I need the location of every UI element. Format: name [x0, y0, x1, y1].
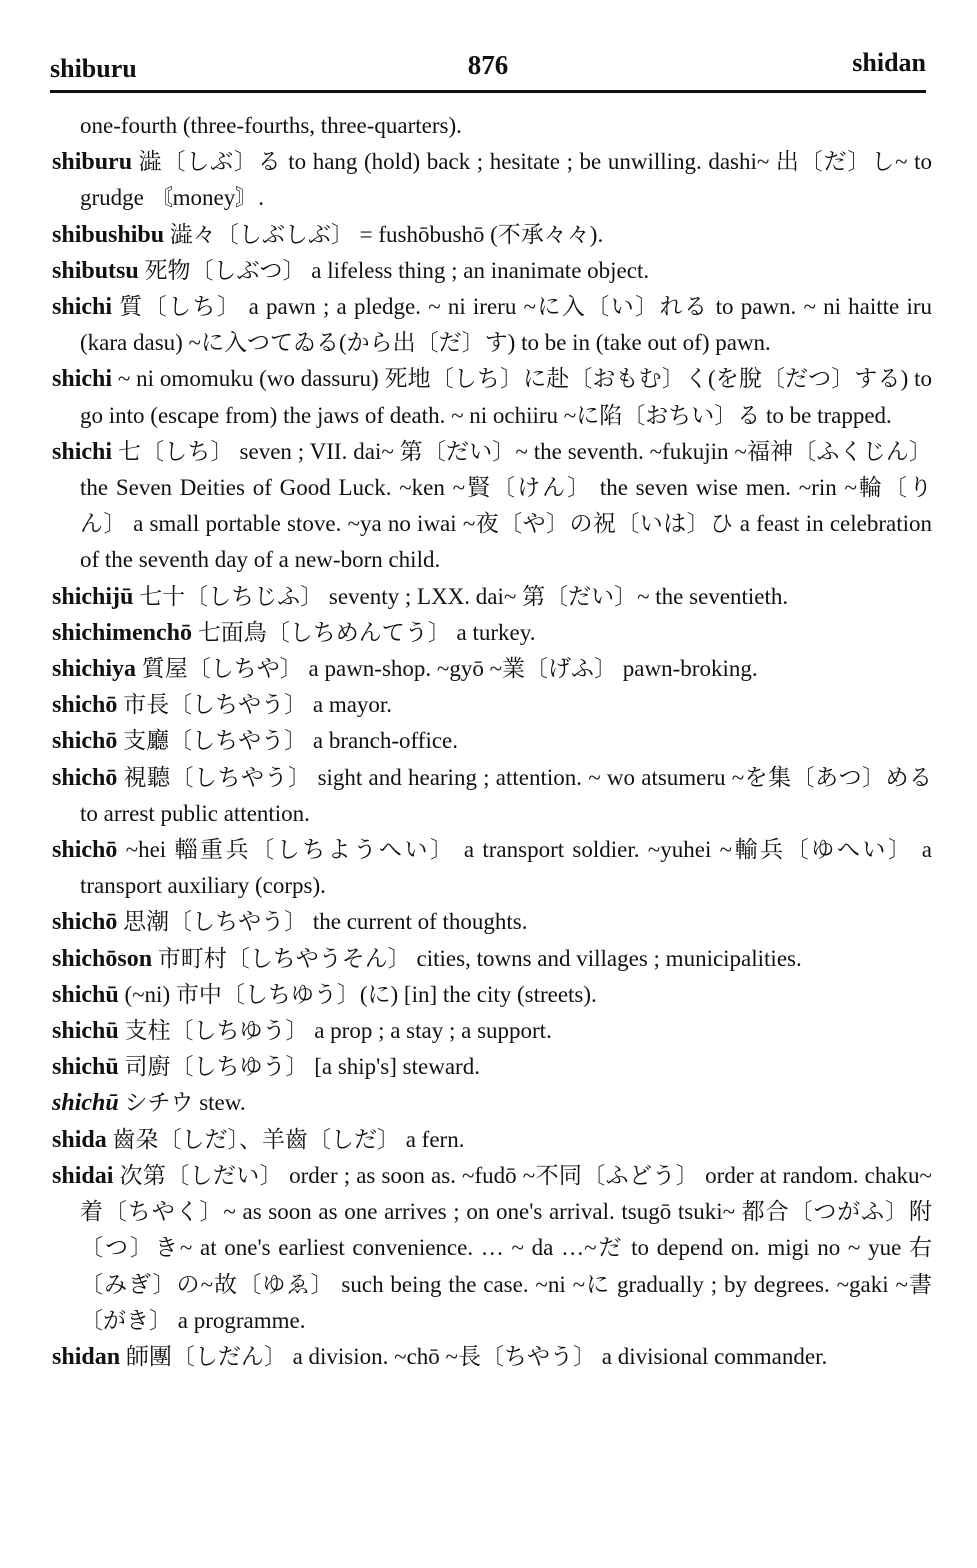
entry-headword: shibutsu — [52, 257, 139, 284]
header-left-guide-word: shiburu — [50, 54, 137, 83]
dictionary-entry — [52, 904, 932, 940]
entry-headword: shichū — [52, 981, 119, 1008]
dictionary-entry — [52, 1339, 932, 1375]
entry-definition: 齒朶〔しだ〕、羊齒〔しだ〕 a fern. — [106, 1126, 465, 1152]
entry-headword: shichū — [52, 1054, 119, 1081]
entry-definition: 司廚〔しちゆう〕 [a ship's] steward. — [118, 1054, 480, 1080]
dictionary-entry — [52, 687, 932, 723]
entry-definition: 死物〔しぶつ〕 a lifeless thing ; an inanimate object. — [138, 257, 650, 283]
entry-definition: 市町村〔しちやうそん〕 cities, towns and villages ; municipalities. — [152, 945, 802, 971]
entry-headword: shichijū — [52, 583, 134, 610]
entry-definition: シチウ stew. — [118, 1090, 246, 1116]
entry-headword: shichō — [52, 837, 118, 864]
entry-definition: 支廳〔しちやう〕 a branch-office. — [117, 728, 459, 754]
dictionary-entry — [52, 723, 932, 759]
dictionary-entry — [52, 289, 932, 361]
dictionary-entry — [52, 977, 932, 1013]
dictionary-entry — [52, 144, 932, 216]
page-number: 876 — [467, 50, 509, 80]
entry-headword: shichō — [52, 728, 118, 755]
dictionary-entry — [52, 832, 932, 904]
dictionary-entry — [52, 760, 932, 832]
entry-headword: shidai — [52, 1162, 114, 1189]
entry-definition: 質〔しち〕 a pawn ; a pledge. ~ ni ireru ~に入〔い〕れる to pawn. ~ ni haitte iru (kara dasu) ~に入つてゐる(から出〔だ〕す) to be in (take out of) pawn. — [80, 294, 932, 356]
entry-headword: shichō — [52, 692, 118, 719]
header-rule — [50, 90, 926, 93]
entry-definition: 市長〔しちやう〕 a mayor. — [117, 692, 393, 718]
dictionary-entry — [52, 1049, 932, 1085]
entry-headword: shibushibu — [52, 221, 165, 248]
entry-definition: ~hei 輜重兵〔しちようへい〕 a transport soldier. ~yuhei ~輸兵〔ゆへい〕 a transport auxiliary (corps). — [80, 837, 932, 899]
entry-headword: shida — [52, 1126, 107, 1153]
entry-headword: shichiya — [52, 656, 137, 683]
entry-definition: 思潮〔しちやう〕 the current of thoughts. — [117, 909, 528, 935]
dictionary-entry — [52, 1158, 932, 1339]
entry-headword: shichi — [52, 294, 113, 321]
entry-definition: 澁々〔しぶしぶ〕 = fushōbushō (不承々々). — [164, 221, 604, 247]
header-right-guide-word: shidan — [852, 48, 926, 77]
entry-headword: shidan — [52, 1343, 121, 1370]
entry-definition: 七十〔しちじふ〕 seventy ; LXX. dai~ 第〔だい〕~ the seventieth. — [133, 583, 789, 609]
entry-definition: ~ ni omomuku (wo dassuru) 死地〔しち〕に赴〔おもむ〕く(を脫〔だつ〕する) to go into (escape from) the jaws of death. ~ ni ochiiru ~に陷〔おちい〕る to be trapped. — [80, 366, 932, 428]
dictionary-entry — [52, 651, 932, 687]
entry-headword: shichō — [52, 764, 118, 791]
entry-headword: shichū — [52, 1018, 119, 1045]
entry-definition: (~ni) 市中〔しちゆう〕(に) [in] the city (streets). — [118, 981, 597, 1007]
entry-definition: 澁〔しぶ〕る to hang (hold) back ; hesitate ; be unwilling. dashi~ 出〔だ〕し~ to grudge 〘money〙. — [80, 149, 932, 211]
dictionary-entry — [52, 941, 932, 977]
dictionary-entry — [52, 1013, 932, 1049]
dictionary-entry — [52, 1085, 932, 1121]
dictionary-entry — [52, 434, 932, 579]
entry-definition: 次第〔しだい〕 order ; as soon as. ~fudō ~不同〔ふどう〕 order at random. chaku~ 着〔ちやく〕~ as soon as one arrives ; on one's arrival. tsugō tsuki~ 都合〔つがふ〕附〔つ〕き~ at one's earliest convenience. … ~ da …~だ to depend on. migi no ~ yue 右〔みぎ〕の~故〔ゆゑ〕 such being the case. ~ni ~に gradually ; by degrees. ~gaki ~書〔がき〕 a programme. — [80, 1162, 932, 1333]
dictionary-entry — [52, 361, 932, 433]
dictionary-entry — [52, 615, 932, 651]
page-header — [50, 46, 926, 86]
entry-definition: 七〔しち〕 seven ; VII. dai~ 第〔だい〕~ the seventh. ~fukujin ~福神〔ふくじん〕 the Seven Deities of Good Luck. ~ken ~賢〔けん〕 the seven wise men. ~rin ~輪〔りん〕 a small portable stove. ~ya no iwai ~夜〔や〕の祝〔いは〕ひ a feast in celebration of the seventh day of a new-born child. — [80, 438, 932, 573]
entry-headword: shichū — [52, 1090, 119, 1117]
entry-definition: 支柱〔しちゆう〕 a prop ; a stay ; a support. — [118, 1018, 552, 1044]
entry-definition: 七面鳥〔しちめんてう〕 a turkey. — [192, 619, 536, 645]
dictionary-entry — [52, 253, 932, 289]
continuation-text: one-fourth (three-fourths, three-quarters). — [80, 113, 462, 138]
entry-definition: 師團〔しだん〕 a division. ~chō ~長〔ちやう〕 a divisional commander. — [120, 1343, 828, 1369]
entry-definition: 視聽〔しちやう〕 sight and hearing ; attention. ~ wo atsumeru ~を集〔あつ〕める to arrest public attention. — [80, 764, 932, 826]
entry-headword: shichi — [52, 438, 113, 465]
entry-headword: shichō — [52, 909, 118, 936]
entry-headword: shichōson — [52, 945, 153, 972]
dictionary-entry — [52, 1122, 932, 1158]
entry-headword: shichi — [52, 366, 113, 393]
entry-headword: shiburu — [52, 149, 133, 176]
dictionary-body — [52, 108, 932, 1375]
entry-definition: 質屋〔しちや〕 a pawn-shop. ~gyō ~業〔げふ〕 pawn-broking. — [136, 656, 758, 682]
entry-list — [52, 144, 932, 1375]
dictionary-entry — [52, 217, 932, 253]
dictionary-entry — [52, 579, 932, 615]
entry-headword: shichimenchō — [52, 619, 193, 646]
